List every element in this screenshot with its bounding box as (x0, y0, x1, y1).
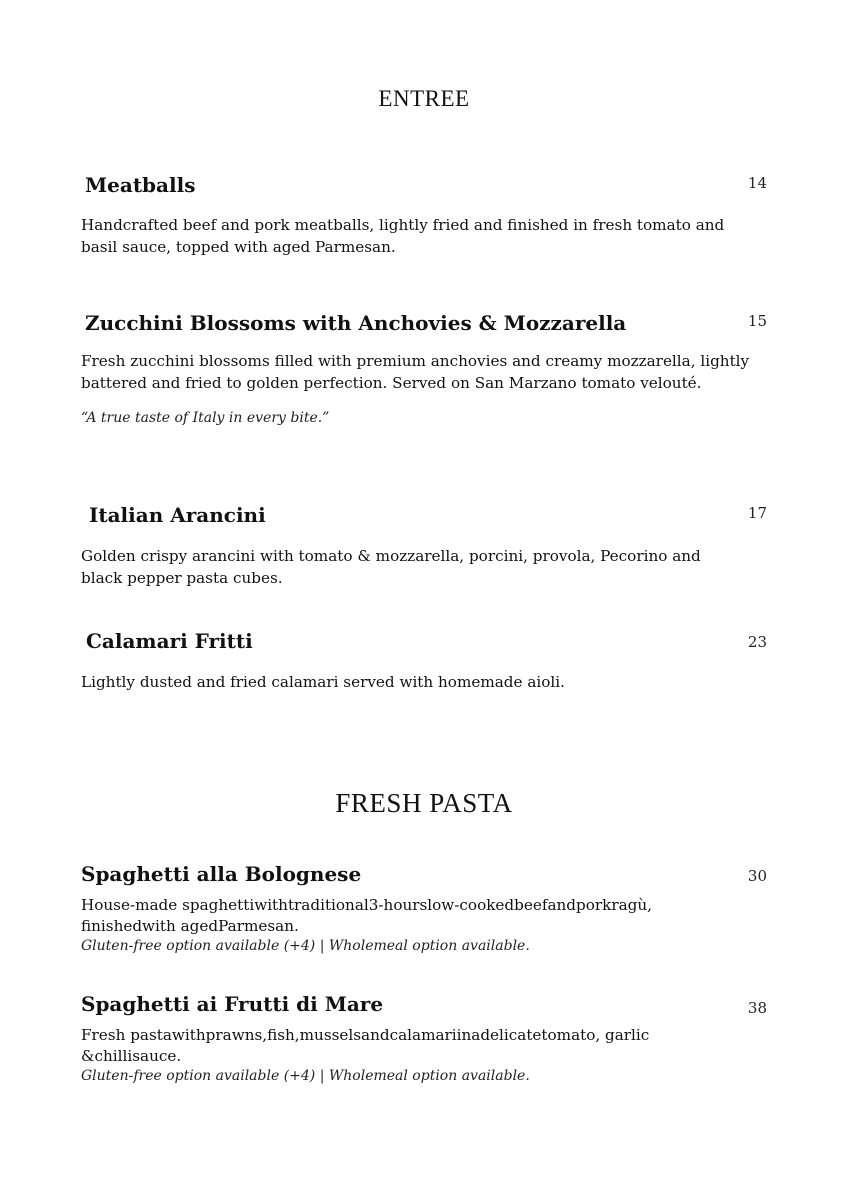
item-dietary-note: Gluten-free option available (+4) | Wholemeal option available. (81, 1068, 530, 1084)
item-name: Zucchini Blossoms with Anchovies & Mozzarella (85, 311, 627, 335)
item-quote: “A true taste of Italy in every bite.” (81, 410, 330, 426)
item-price: 15 (747, 312, 767, 330)
item-price: 17 (747, 504, 767, 522)
menu-item-zucchini-blossoms (81, 310, 771, 428)
item-description: Handcrafted beef and pork meatballs, lightly fried and finished in fresh tomato and basil sauce, topped with aged Parmesan. (81, 216, 725, 256)
item-name: Meatballs (85, 173, 196, 197)
item-price: 30 (747, 867, 767, 885)
item-dietary-note: Gluten-free option available (+4) | Wholemeal option available. (81, 938, 530, 954)
item-name: Italian Arancini (89, 503, 266, 527)
item-description: Fresh pastawithprawns,fish,musselsandcalamariinadelicatetomato, garlic &chillisauce. (81, 1026, 650, 1065)
item-description: Golden crispy arancini with tomato & mozzarella, porcini, provola, Pecorino and black pepper pasta cubes. (81, 547, 701, 587)
menu-item-bolognese (81, 861, 771, 955)
section-title-entree: ENTREE (378, 86, 470, 111)
item-description: House-made spaghettiwithtraditional3-hourslow-cookedbeefandporkragù, finishedwith agedParmesan. (81, 896, 652, 935)
item-name: Spaghetti ai Frutti di Mare (81, 992, 384, 1016)
menu-item-frutti-di-mare (81, 991, 771, 1085)
item-description: Fresh zucchini blossoms filled with premium anchovies and creamy mozzarella, lightly battered and fried to golden perfection. Served on San Marzano tomato velouté. (81, 352, 750, 392)
item-price: 23 (747, 633, 767, 651)
item-name: Spaghetti alla Bolognese (81, 862, 362, 886)
section-title-fresh-pasta: FRESH PASTA (335, 788, 513, 818)
item-description: Lightly dusted and fried calamari served with homemade aioli. (81, 673, 565, 691)
menu-item-arancini (81, 502, 771, 589)
item-price: 38 (747, 999, 767, 1017)
item-price: 14 (747, 174, 767, 192)
menu-item-meatballs (81, 172, 771, 258)
item-name: Calamari Fritti (86, 629, 253, 653)
menu-item-calamari (81, 628, 771, 693)
